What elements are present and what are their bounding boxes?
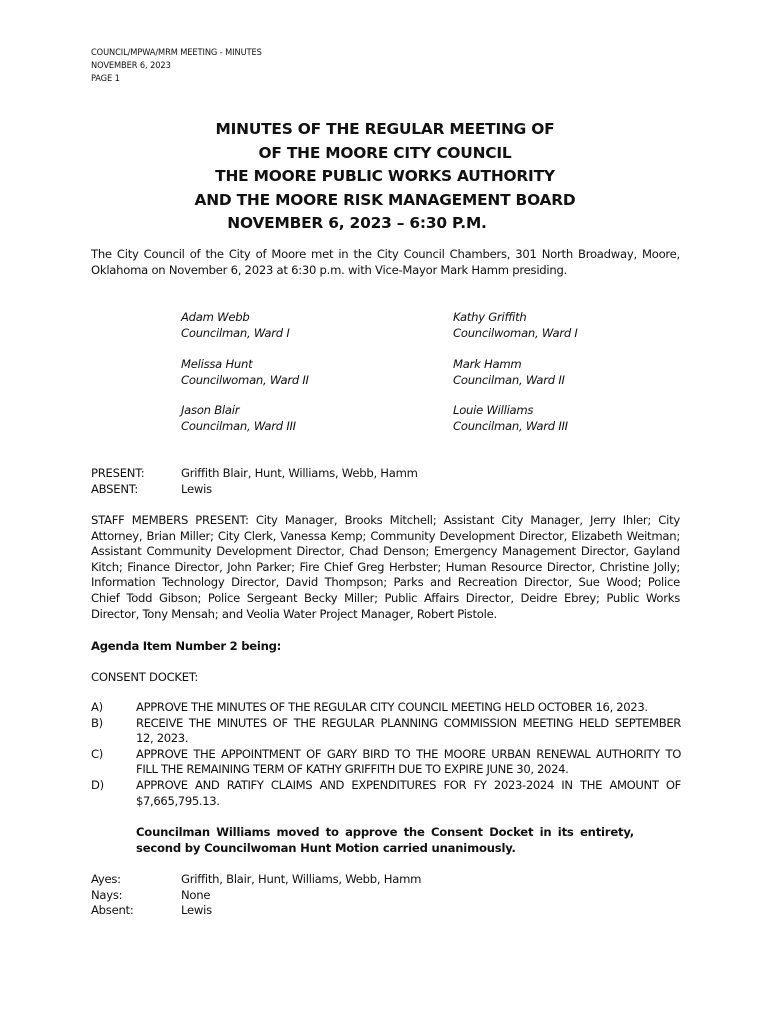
nays-label: Nays: [91, 887, 123, 902]
vote-block [91, 872, 421, 919]
list-item [91, 700, 681, 716]
member-entry [181, 357, 309, 388]
member-name: Mark Hamm [453, 357, 522, 371]
absent-label: ABSENT: [91, 481, 139, 496]
present-row [91, 466, 418, 482]
motion-line: Councilman Williams moved to approve the Consent Docket in its entirety, [136, 825, 634, 839]
vote-absent-label: Absent: [91, 903, 134, 918]
consent-docket-heading: CONSENT DOCKET: [91, 670, 199, 684]
absent-value: Lewis [181, 481, 212, 496]
vote-absent-value: Lewis [181, 903, 212, 918]
paragraph-line: Information Technology Director, David Thompson; Parks and Recreation Director, Sue Wood; Police [91, 575, 680, 590]
list-item [91, 778, 681, 809]
present-value: Griffith Blair, Hunt, Williams, Webb, Hamm [181, 466, 418, 480]
list-item [91, 747, 681, 778]
page-header [91, 46, 262, 85]
item-text-line: RECEIVE THE MINUTES OF THE REGULAR PLANNING COMMISSION MEETING HELD SEPTEMBER [136, 715, 681, 730]
paragraph-line: Assistant Community Development Director, Chad Denson; Emergency Management Director, Gayland [91, 544, 680, 559]
member-entry [181, 403, 296, 434]
member-role: Councilman, Ward I [181, 325, 290, 340]
nays-row [91, 888, 421, 904]
member-name: Melissa Hunt [181, 357, 253, 371]
paragraph-line: Kitch; Finance Director, John Parker; Fire Chief Greg Herbster; Human Resource Director, Christine Jolly; [91, 559, 680, 574]
member-entry [453, 357, 565, 388]
intro-paragraph [91, 247, 680, 278]
title-date-line: NOVEMBER 6, 2023 – 6:30 P.M. [227, 214, 487, 233]
item-letter: B) [91, 715, 103, 730]
vote-absent-row [91, 903, 421, 919]
item-text-line: APPROVE THE MINUTES OF THE REGULAR CITY COUNCIL MEETING HELD OCTOBER 16, 2023. [136, 700, 648, 714]
member-entry [453, 403, 568, 434]
item-letter: A) [91, 700, 103, 714]
item-text-line: $7,665,795.13. [136, 793, 220, 808]
member-role: Councilwoman, Ward I [453, 325, 578, 340]
member-role: Councilman, Ward II [453, 372, 565, 387]
item-letter: C) [91, 746, 103, 761]
title-line: OF THE MOORE CITY COUNCIL [258, 143, 512, 162]
item-text-line: FILL THE REMAINING TERM OF KATHY GRIFFITH DUE TO EXPIRE JUNE 30, 2024. [136, 762, 569, 777]
member-name: Adam Webb [181, 310, 250, 324]
paragraph-line: Attorney, Brian Miller; City Clerk, Vanessa Kemp; Community Development Director, Elizabeth Weitman; [91, 528, 680, 543]
member-name: Kathy Griffith [453, 310, 527, 324]
member-entry [181, 310, 289, 341]
staff-paragraph [91, 513, 680, 622]
member-role: Councilman, Ward III [453, 418, 568, 433]
title-line: THE MOORE PUBLIC WORKS AUTHORITY [215, 167, 555, 186]
member-entry [453, 310, 578, 341]
nays-value: None [181, 887, 211, 902]
member-name: Jason Blair [181, 403, 240, 417]
member-role: Councilwoman, Ward II [181, 372, 309, 387]
member-role: Councilman, Ward III [181, 418, 296, 433]
absent-row [91, 482, 418, 498]
header-date-line: NOVEMBER 6, 2023 [91, 60, 171, 71]
item-letter: D) [91, 777, 104, 792]
item-text-line: 12, 2023. [136, 731, 189, 746]
paragraph-line: The City Council of the City of Moore met in the City Council Chambers, 301 North Broadway, Moore, [91, 247, 680, 261]
list-item [91, 716, 681, 747]
member-name: Louie Williams [453, 403, 534, 417]
ayes-value: Griffith, Blair, Hunt, Williams, Webb, Hamm [181, 872, 422, 886]
motion-text [136, 825, 634, 856]
agenda-item-heading: Agenda Item Number 2 being: [91, 639, 282, 653]
paragraph-line: Oklahoma on November 6, 2023 at 6:30 p.m. with Vice-Mayor Mark Hamm presiding. [91, 262, 568, 277]
present-label: PRESENT: [91, 466, 145, 480]
attendance-block [91, 466, 418, 497]
ayes-label: Ayes: [91, 872, 121, 886]
document-title [0, 118, 770, 236]
header-page-line: PAGE 1 [91, 73, 120, 84]
title-line: AND THE MOORE RISK MANAGEMENT BOARD [194, 190, 576, 209]
paragraph-line: Chief Todd Gibson; Police Sergeant Becky Miller; Public Affairs Director, Deidre Ebrey; Public Works [91, 590, 680, 605]
consent-items-list [91, 700, 681, 809]
item-text-line: APPROVE THE APPOINTMENT OF GARY BIRD TO THE MOORE URBAN RENEWAL AUTHORITY TO [136, 746, 681, 761]
motion-line: second by Councilwoman Hunt Motion carried unanimously. [136, 840, 516, 855]
item-text-line: APPROVE AND RATIFY CLAIMS AND EXPENDITURES FOR FY 2023-2024 IN THE AMOUNT OF [136, 777, 681, 792]
title-line: MINUTES OF THE REGULAR MEETING OF [215, 120, 555, 138]
header-meeting-line: COUNCIL/MPWA/MRM MEETING - MINUTES [91, 47, 262, 58]
paragraph-line: Director, Tony Mensah; and Veolia Water Project Manager, Robert Pistole. [91, 606, 497, 621]
paragraph-line: STAFF MEMBERS PRESENT: City Manager, Brooks Mitchell; Assistant City Manager, Jerry Ihler; City [91, 513, 680, 527]
ayes-row [91, 872, 421, 888]
